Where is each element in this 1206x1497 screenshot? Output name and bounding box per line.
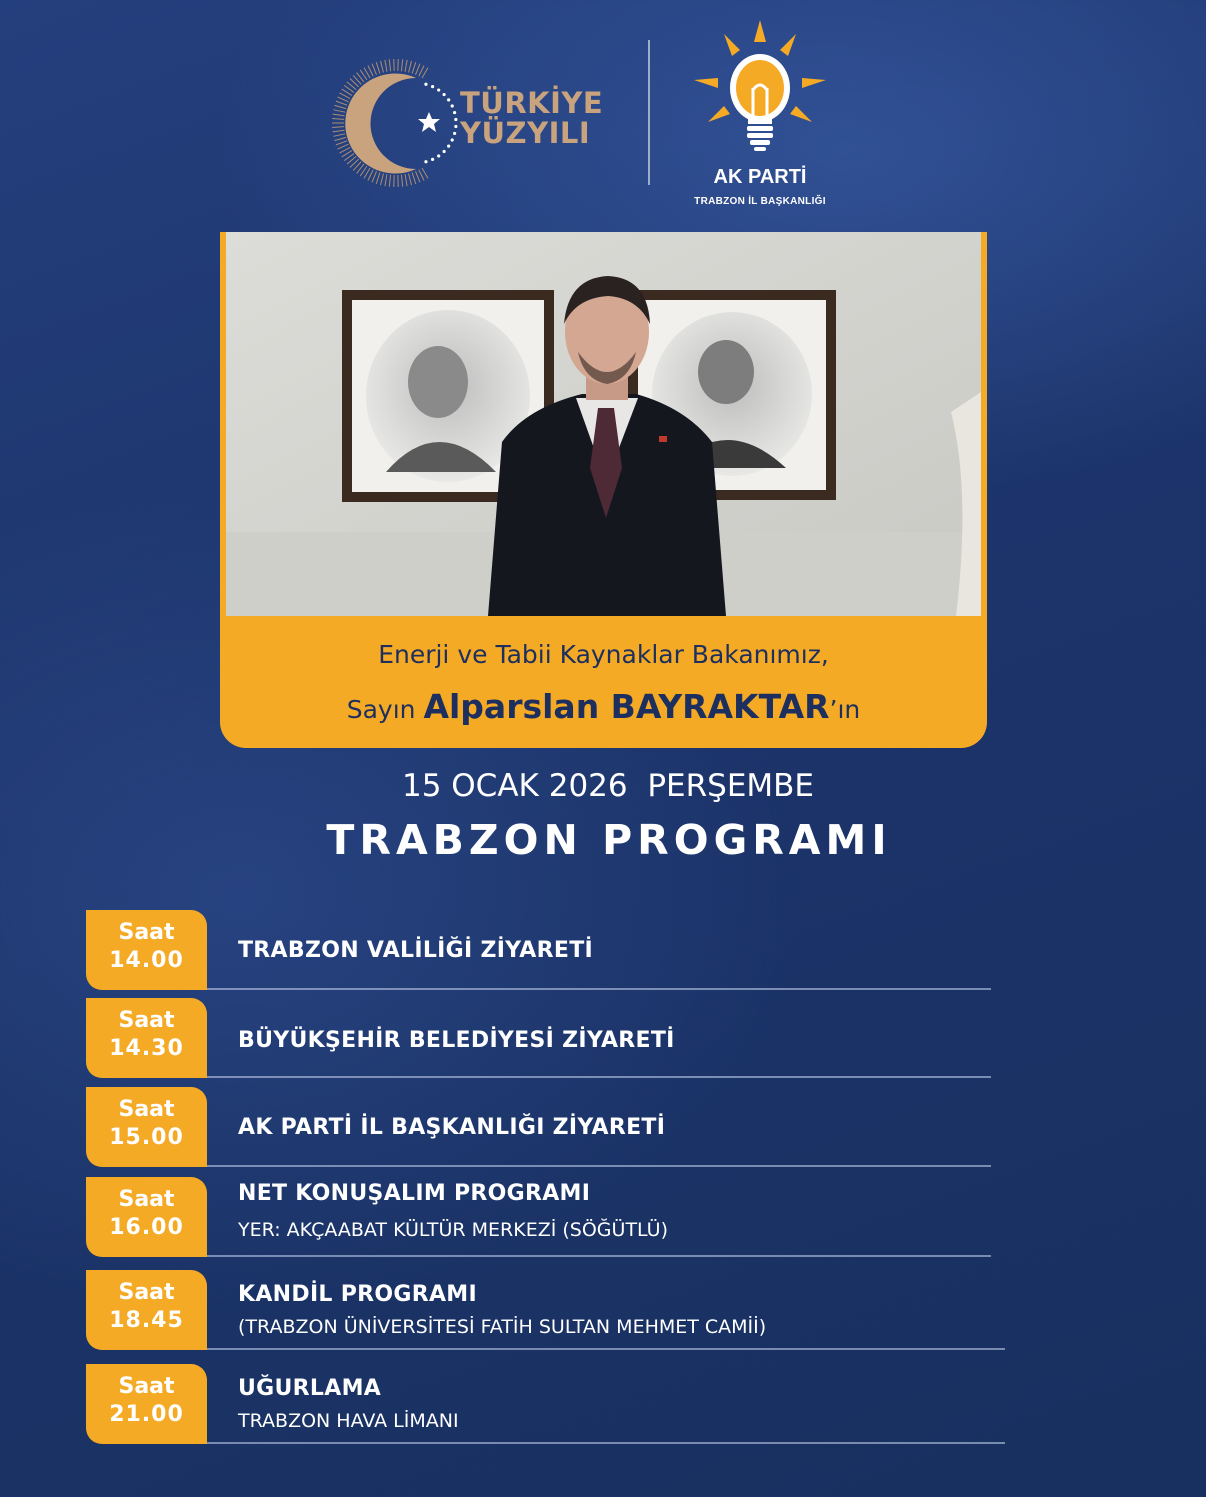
row-divider bbox=[207, 1348, 1005, 1350]
logo-divider bbox=[648, 40, 650, 185]
party-name: AK PARTİ bbox=[713, 166, 807, 188]
schedule-item bbox=[86, 910, 991, 990]
row-divider bbox=[207, 988, 991, 990]
event-title: AK PARTİ İL BAŞKANLIĞI ZİYARETİ bbox=[238, 1115, 666, 1140]
event-title: NET KONUŞALIM PROGRAMI bbox=[238, 1181, 591, 1206]
row-divider bbox=[207, 1255, 991, 1257]
schedule-item bbox=[86, 1177, 991, 1257]
time-badge: Saat 15.00 bbox=[86, 1087, 207, 1167]
minister-name: Alparslan BAYRAKTAR bbox=[423, 687, 830, 726]
event-title: KANDİL PROGRAMI bbox=[238, 1282, 477, 1307]
event-location: YER: AKÇAABAT KÜLTÜR MERKEZİ (SÖĞÜTLÜ) bbox=[238, 1219, 669, 1241]
minister-title: Enerji ve Tabii Kaynaklar Bakanımız, bbox=[378, 640, 829, 669]
crescent-star-icon bbox=[330, 56, 460, 191]
event-title: TRABZON VALİLİĞİ ZİYARETİ bbox=[238, 938, 593, 963]
event-date: 15 OCAK 2026 PERŞEMBE bbox=[401, 768, 815, 804]
time-badge: Saat 21.00 bbox=[86, 1364, 207, 1444]
time-badge: Saat 14.00 bbox=[86, 910, 207, 990]
schedule-item bbox=[86, 1087, 991, 1167]
minister-name-line bbox=[220, 686, 987, 734]
party-branch: TRABZON İL BAŞKANLIĞI bbox=[694, 196, 826, 207]
minister-photo bbox=[226, 232, 981, 616]
time-badge: Saat 16.00 bbox=[86, 1177, 207, 1257]
event-title: BÜYÜKŞEHİR BELEDİYESİ ZİYARETİ bbox=[238, 1028, 675, 1053]
schedule-item bbox=[86, 998, 991, 1078]
event-location: TRABZON HAVA LİMANI bbox=[238, 1410, 459, 1432]
program-heading: TRABZON PROGRAMI bbox=[326, 816, 892, 864]
ak-parti-logo bbox=[670, 18, 850, 218]
event-title: UĞURLAMA bbox=[238, 1376, 382, 1401]
time-badge: Saat 18.45 bbox=[86, 1270, 207, 1350]
turkiye-yuzyili-logo bbox=[330, 56, 605, 191]
light-bulb-icon bbox=[690, 18, 830, 166]
turkiye-yuzyili-text: TÜRKİYE YÜZYILI bbox=[460, 86, 604, 150]
name-prefix: Sayın bbox=[346, 695, 424, 724]
minister-card bbox=[220, 232, 987, 748]
event-location: (TRABZON ÜNİVERSİTESİ FATİH SULTAN MEHMET CAMİİ) bbox=[238, 1316, 767, 1338]
row-divider bbox=[207, 1442, 1005, 1444]
row-divider bbox=[207, 1076, 991, 1078]
schedule-item bbox=[86, 1270, 1006, 1350]
name-suffix: ’ın bbox=[829, 695, 861, 724]
time-badge: Saat 14.30 bbox=[86, 998, 207, 1078]
row-divider bbox=[207, 1165, 991, 1167]
schedule-item bbox=[86, 1364, 1006, 1444]
